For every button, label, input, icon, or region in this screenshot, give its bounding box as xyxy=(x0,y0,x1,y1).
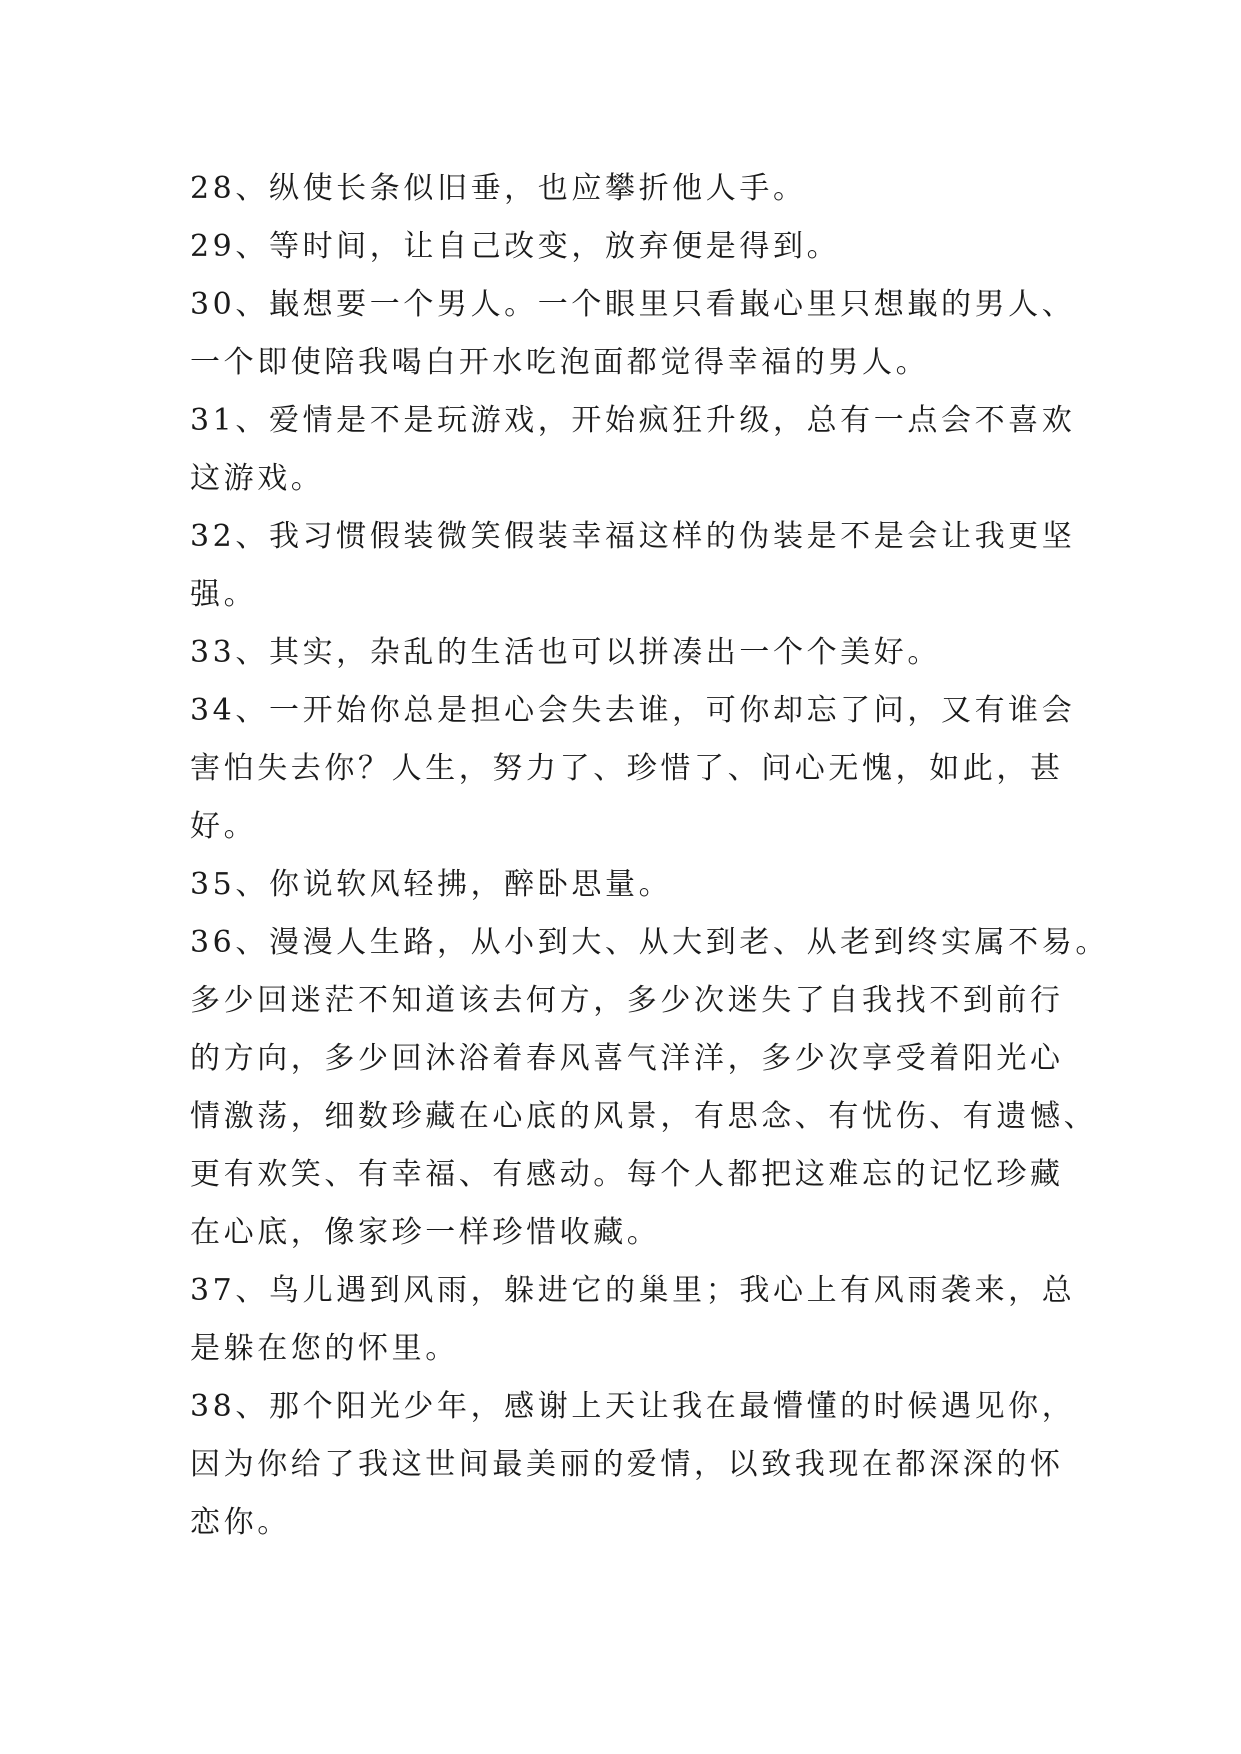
text-line: 29、等时间，让自己改变，放弃便是得到。 xyxy=(190,229,841,264)
text-line: 情激荡，细数珍藏在心底的风景，有思念、有忧伤、有遗憾、 xyxy=(190,1099,1098,1134)
text-line: 恋你。 xyxy=(190,1505,291,1540)
text-line: 35、你说软风轻拂，醉卧思量。 xyxy=(190,867,673,902)
text-line: 好。 xyxy=(190,809,258,844)
text-line: 34、一开始你总是担心会失去谁，可你却忘了问，又有谁会 xyxy=(190,693,1076,728)
text-line: 因为你给了我这世间最美丽的爱情，以致我现在都深深的怀 xyxy=(190,1447,1064,1482)
text-line: 这游戏。 xyxy=(190,461,325,496)
text-line: 32、我习惯假装微笑假装幸福这样的伪装是不是会让我更坚 xyxy=(190,519,1076,554)
text-line: 30、嶯想要一个男人。一个眼里只看嶯心里只想嶯的男人、 xyxy=(190,287,1076,322)
text-line: 在心底，像家珍一样珍惜收藏。 xyxy=(190,1215,661,1250)
text-line: 的方向，多少回沐浴着春风喜气洋洋，多少次享受着阳光心 xyxy=(190,1041,1064,1076)
text-line: 是躲在您的怀里。 xyxy=(190,1331,459,1366)
text-line: 31、爱情是不是玩游戏，开始疯狂升级，总有一点会不喜欢 xyxy=(190,403,1076,438)
text-line: 38、那个阳光少年，感谢上天让我在最懵懂的时候遇见你， xyxy=(190,1389,1076,1424)
text-line: 强。 xyxy=(190,577,258,612)
text-line: 33、其实，杂乱的生活也可以拼凑出一个个美好。 xyxy=(190,635,941,670)
text-line: 28、纵使长条似旧垂，也应攀折他人手。 xyxy=(190,171,807,206)
text-line: 一个即使陪我喝白开水吃泡面都觉得幸福的男人。 xyxy=(190,345,930,380)
text-line: 更有欢笑、有幸福、有感动。每个人都把这难忘的记忆珍藏 xyxy=(190,1157,1064,1192)
text-line: 害怕失去你？人生，努力了、珍惜了、问心无愧，如此，甚 xyxy=(190,751,1064,786)
document-body xyxy=(190,160,1109,1552)
text-line: 37、鸟儿遇到风雨，躲进它的巢里；我心上有风雨袭来，总 xyxy=(190,1273,1076,1308)
text-line: 多少回迷茫不知道该去何方，多少次迷失了自我找不到前行 xyxy=(190,983,1064,1018)
text-line: 36、漫漫人生路，从小到大、从大到老、从老到终实属不易。 xyxy=(190,925,1109,960)
